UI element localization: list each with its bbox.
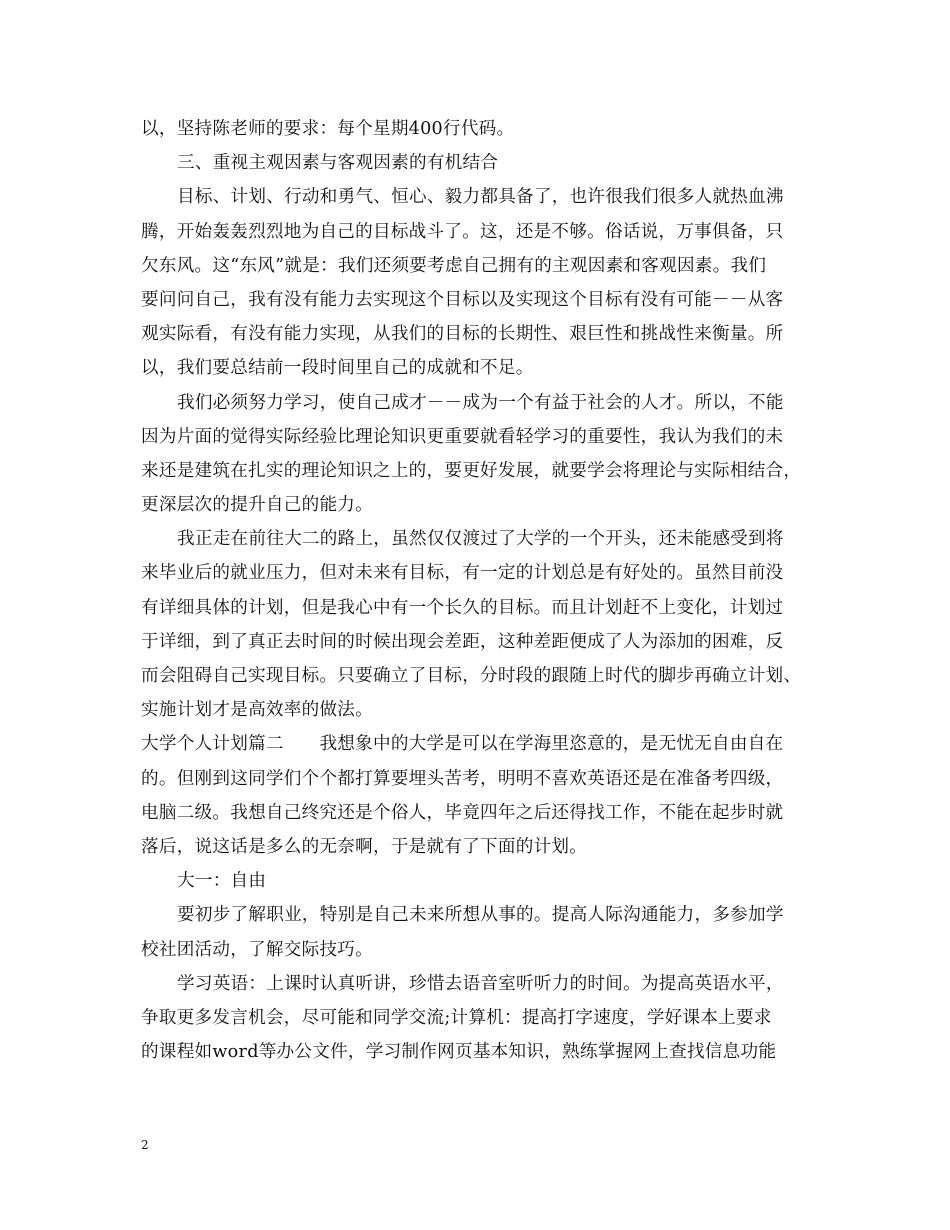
text-line: 我正走在前往大二的路上，虽然仅仅渡过了大学的一个开头，还未能感受到将 bbox=[177, 529, 784, 550]
text-line: 落后，说这话是多么的无奈啊，于是就有了下面的计划。 bbox=[141, 836, 588, 857]
body-text bbox=[141, 112, 831, 1069]
text-line: 于详细，到了真正去时间的时候出现会差距，这种差距便成了人为添加的困难，反 bbox=[141, 631, 784, 652]
text-line: 而会阻碍自己实现目标。只要确立了目标，分时段的跟随上时代的脚步再确立计划、 bbox=[141, 666, 802, 686]
text-line: 实施计划才是高效率的做法。 bbox=[141, 700, 373, 721]
text-line: 以，我们要总结前一段时间里自己的成就和不足。 bbox=[141, 358, 534, 379]
text-line: 大学个人计划篇二 我想象中的大学是可以在学海里恣意的，是无忧无自由自在 bbox=[141, 734, 784, 755]
text-line: 要初步了解职业，特别是自己未来所想从事的。提高人际沟通能力，多参加学 bbox=[177, 905, 784, 926]
text-line: 更深层次的提升自己的能力。 bbox=[141, 495, 373, 516]
text-line: 来还是建筑在扎实的理论知识之上的，要更好发展，就要学会将理论与实际相结合， bbox=[141, 460, 802, 481]
text-line: 的。但刚到这同学们个个都打算要埋头苦考，明明不喜欢英语还是在准备考四级， bbox=[141, 768, 784, 789]
text-line: 电脑二级。我想自己终究还是个俗人，毕竟四年之后还得找工作，不能在起步时就 bbox=[141, 802, 784, 823]
text-line: 腾，开始轰轰烈烈地为自己的目标战斗了。这，还是不够。俗话说，万事俱备，只 bbox=[141, 221, 784, 242]
text-line: 争取更多发言机会，尽可能和同学交流;计算机：提高打字速度，学好课本上要求 bbox=[141, 1007, 772, 1028]
text-line: 因为片面的觉得实际经验比理论知识更重要就看轻学习的重要性，我认为我们的未 bbox=[141, 426, 784, 447]
text-line: 的课程如word等办公文件，学习制作网页基本知识，熟练掌握网上查找信息功能 bbox=[141, 1042, 777, 1063]
page-number: 2 bbox=[141, 1138, 149, 1152]
text-line: 校社团活动，了解交际技巧。 bbox=[141, 939, 373, 960]
text-line: 三、重视主观因素与客观因素的有机结合 bbox=[177, 153, 499, 174]
text-line: 观实际看，有没有能力实现，从我们的目标的长期性、艰巨性和挑战性来衡量。所 bbox=[141, 324, 784, 345]
text-line: 大一：自由 bbox=[177, 871, 267, 892]
text-line: 我们必须努力学习，使自己成才－－成为一个有益于社会的人才。所以，不能 bbox=[177, 392, 784, 413]
text-line: 目标、计划、行动和勇气、恒心、毅力都具备了，也许很我们很多人就热血沸 bbox=[177, 187, 784, 208]
text-line: 欠东风。这“东风”就是：我们还须要考虑自己拥有的主观因素和客观因素。我们 bbox=[141, 255, 767, 276]
text-line: 来毕业后的就业压力，但对未来有目标，有一定的计划总是有好处的。虽然目前没 bbox=[141, 563, 784, 584]
text-line: 以，坚持陈老师的要求：每个星期400行代码。 bbox=[141, 119, 515, 139]
text-line: 学习英语：上课时认真听讲，珍惜去语音室听听力的时间。为提高英语水平， bbox=[177, 973, 784, 994]
text-line: 有详细具体的计划，但是我心中有一个长久的目标。而且计划赶不上变化，计划过 bbox=[141, 597, 784, 618]
text-line: 要问问自己，我有没有能力去实现这个目标以及实现这个目标有没有可能－－从客 bbox=[141, 289, 784, 310]
